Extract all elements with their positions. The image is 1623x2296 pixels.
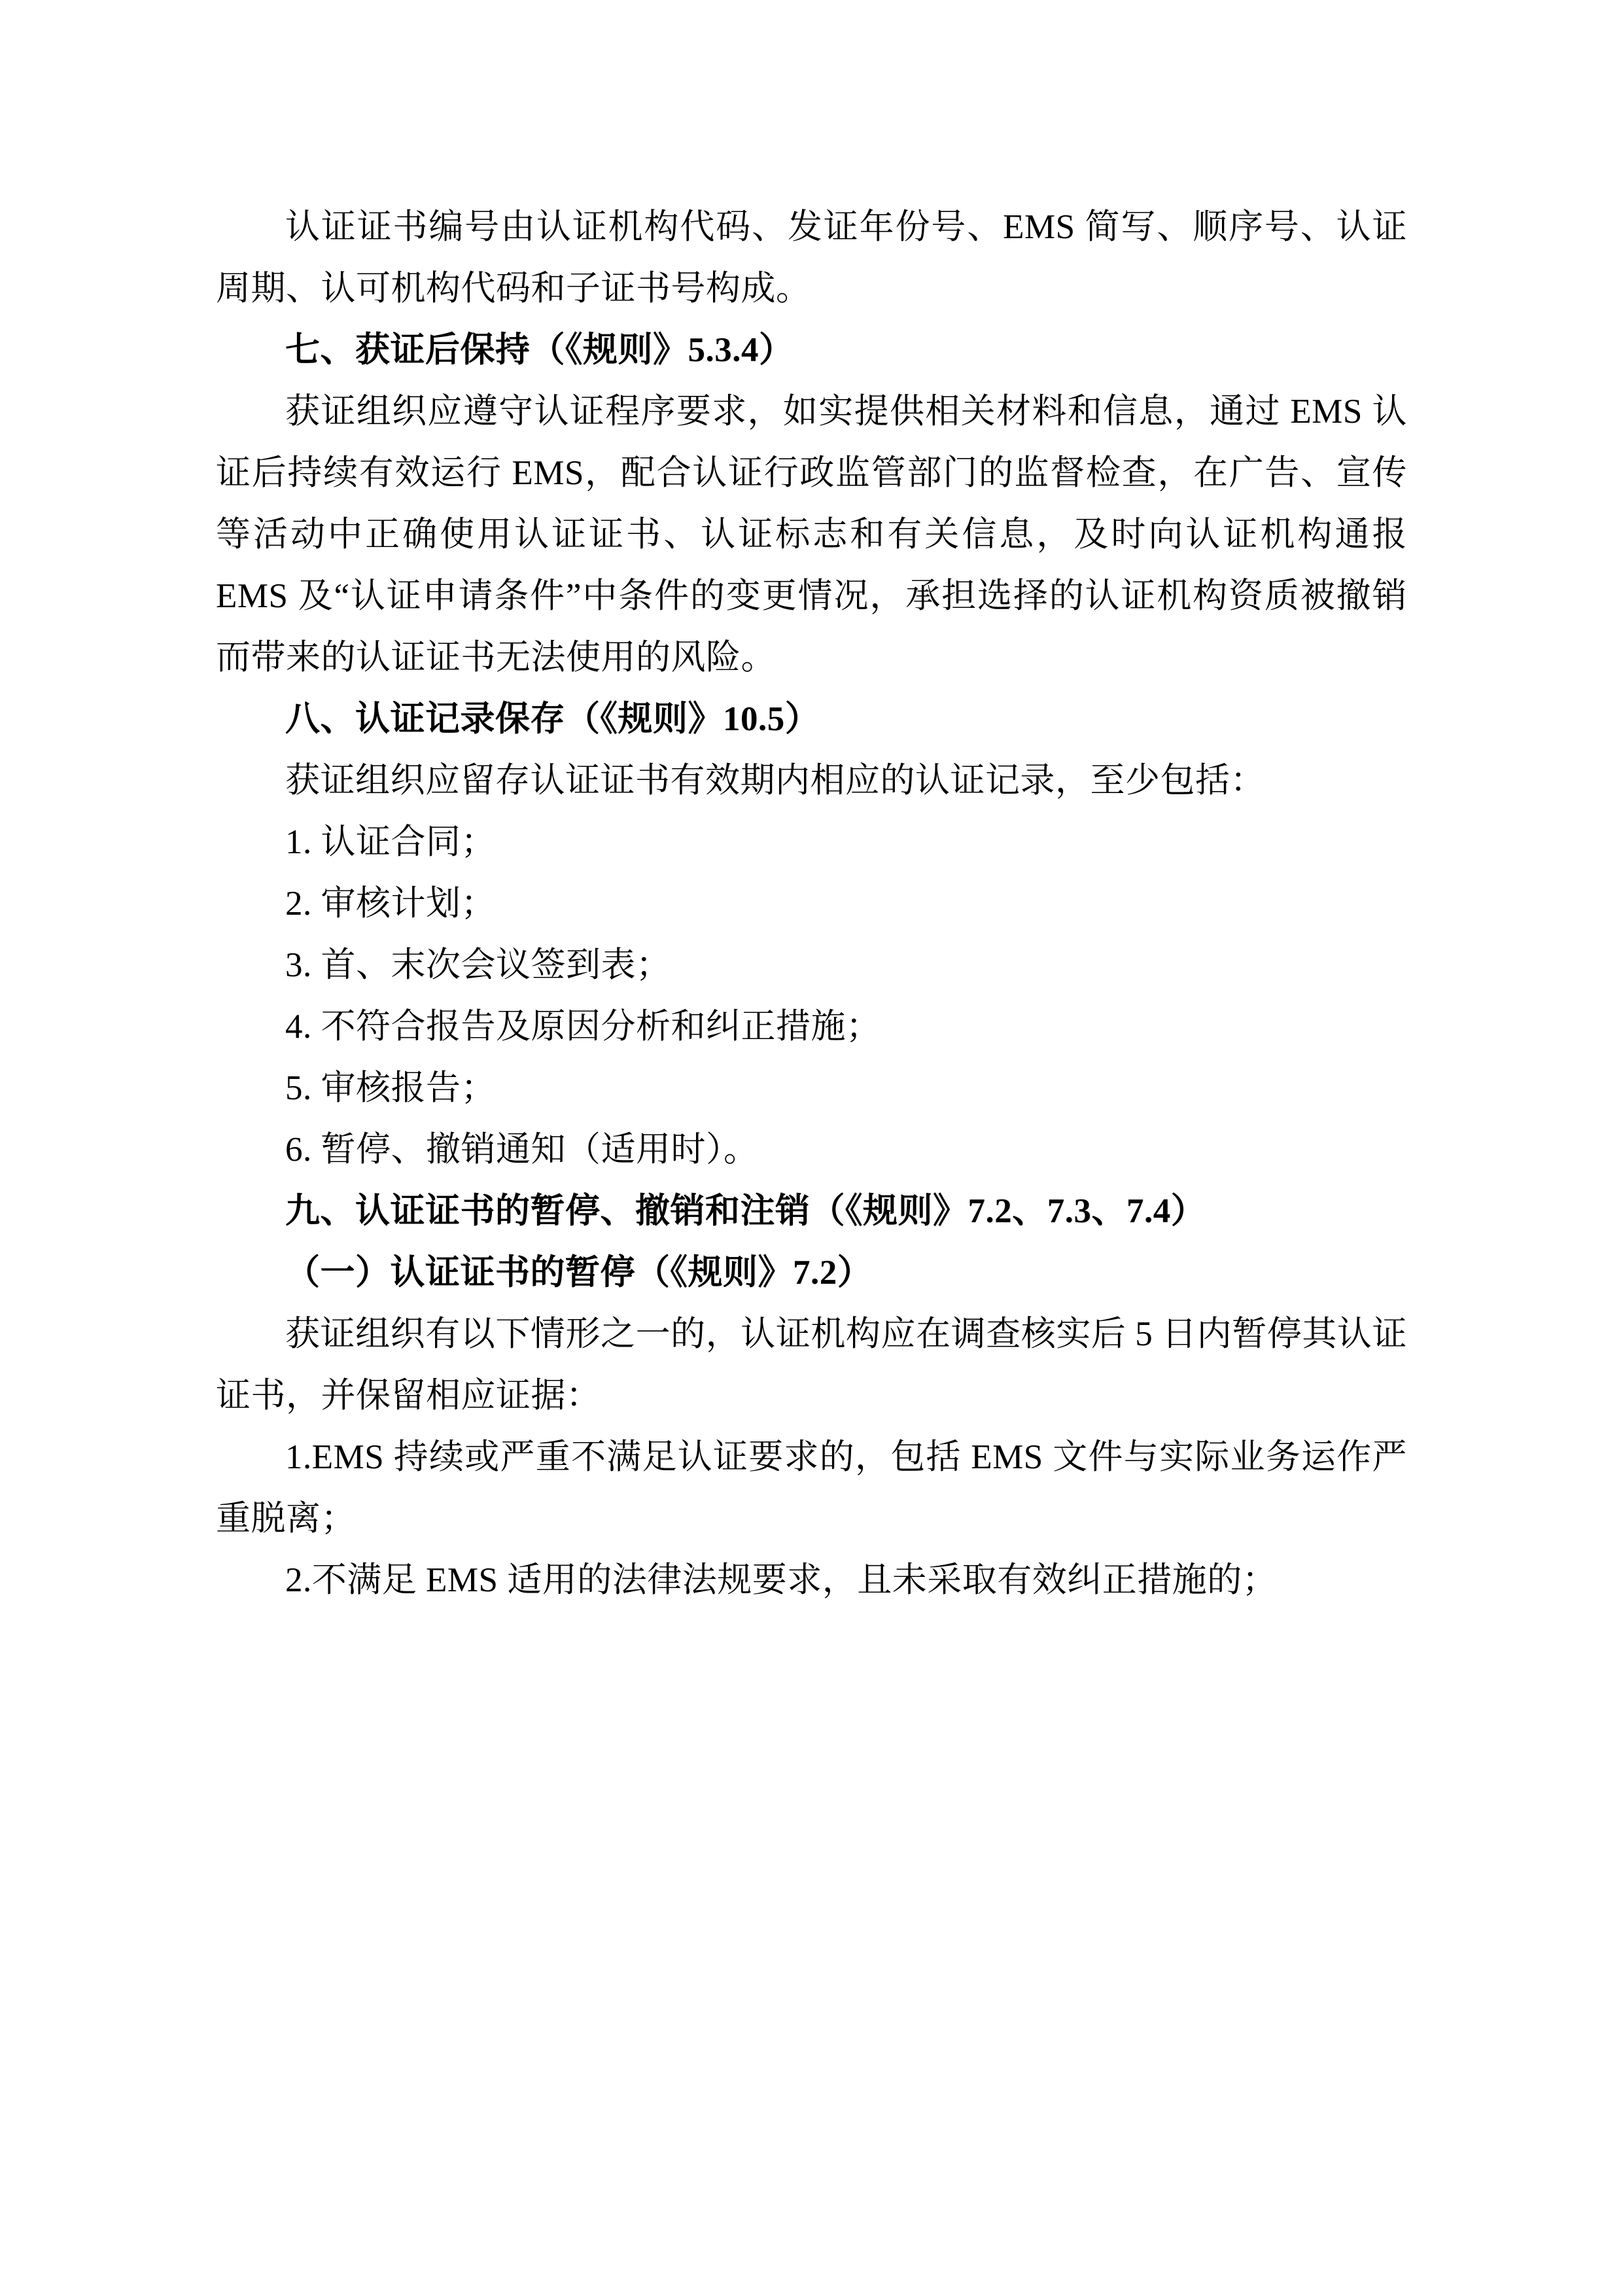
heading-section-seven: 七、获证后保持（《规则》5.3.4） [285, 331, 794, 369]
document-body [216, 196, 1407, 1611]
list-item: 4. 不符合报告及原因分析和纠正措施； [285, 1008, 881, 1046]
heading-section-eight: 八、认证记录保存（《规则》10.5） [285, 700, 820, 738]
paragraph-section-seven-body: 获证组织应遵守认证程序要求，如实提供相关材料和信息，通过 EMS 认证后持续有效运行 EMS，配合认证行政监管部门的监督检查，在广告、宣传等活动中正确使用认证证书、认证标志和有关信息，及时向认证机构通报 EMS 及“认证申请条件”中条件的变更情况，承担选择的认证机构资质被撤销而带来的认证证书无法使用的风险。 [216, 393, 1407, 677]
list-item: 1. 认证合同； [285, 823, 496, 861]
paragraph-cert-number: 认证证书编号由认证机构代码、发证年份号、EMS 简写、顺序号、认证周期、认可机构代码和子证书号构成。 [216, 208, 1407, 308]
paragraph-section-nine-one-body: 获证组织有以下情形之一的，认证机构应在调查核实后 5 日内暂停其认证证书，并保留相应证据： [216, 1315, 1407, 1415]
list-item: 6. 暂停、撤销通知（适用时）。 [285, 1131, 759, 1169]
list-item: 1.EMS 持续或严重不满足认证要求的，包括 EMS 文件与实际业务运作严重脱离； [216, 1438, 1407, 1538]
list-item: 2.不满足 EMS 适用的法律法规要求，且未采取有效纠正措施的； [285, 1561, 1278, 1599]
list-item: 2. 审核计划； [285, 885, 496, 923]
list-item: 5. 审核报告； [285, 1069, 496, 1107]
heading-section-nine: 九、认证证书的暂停、撤销和注销（《规则》7.2、7.3、7.4） [285, 1192, 1206, 1230]
paragraph-section-eight-body: 获证组织应留存认证证书有效期内相应的认证记录，至少包括： [285, 762, 1265, 800]
heading-section-nine-one: （一）认证证书的暂停（《规则》7.2） [285, 1254, 873, 1292]
list-item: 3. 首、末次会议签到表； [285, 946, 671, 984]
